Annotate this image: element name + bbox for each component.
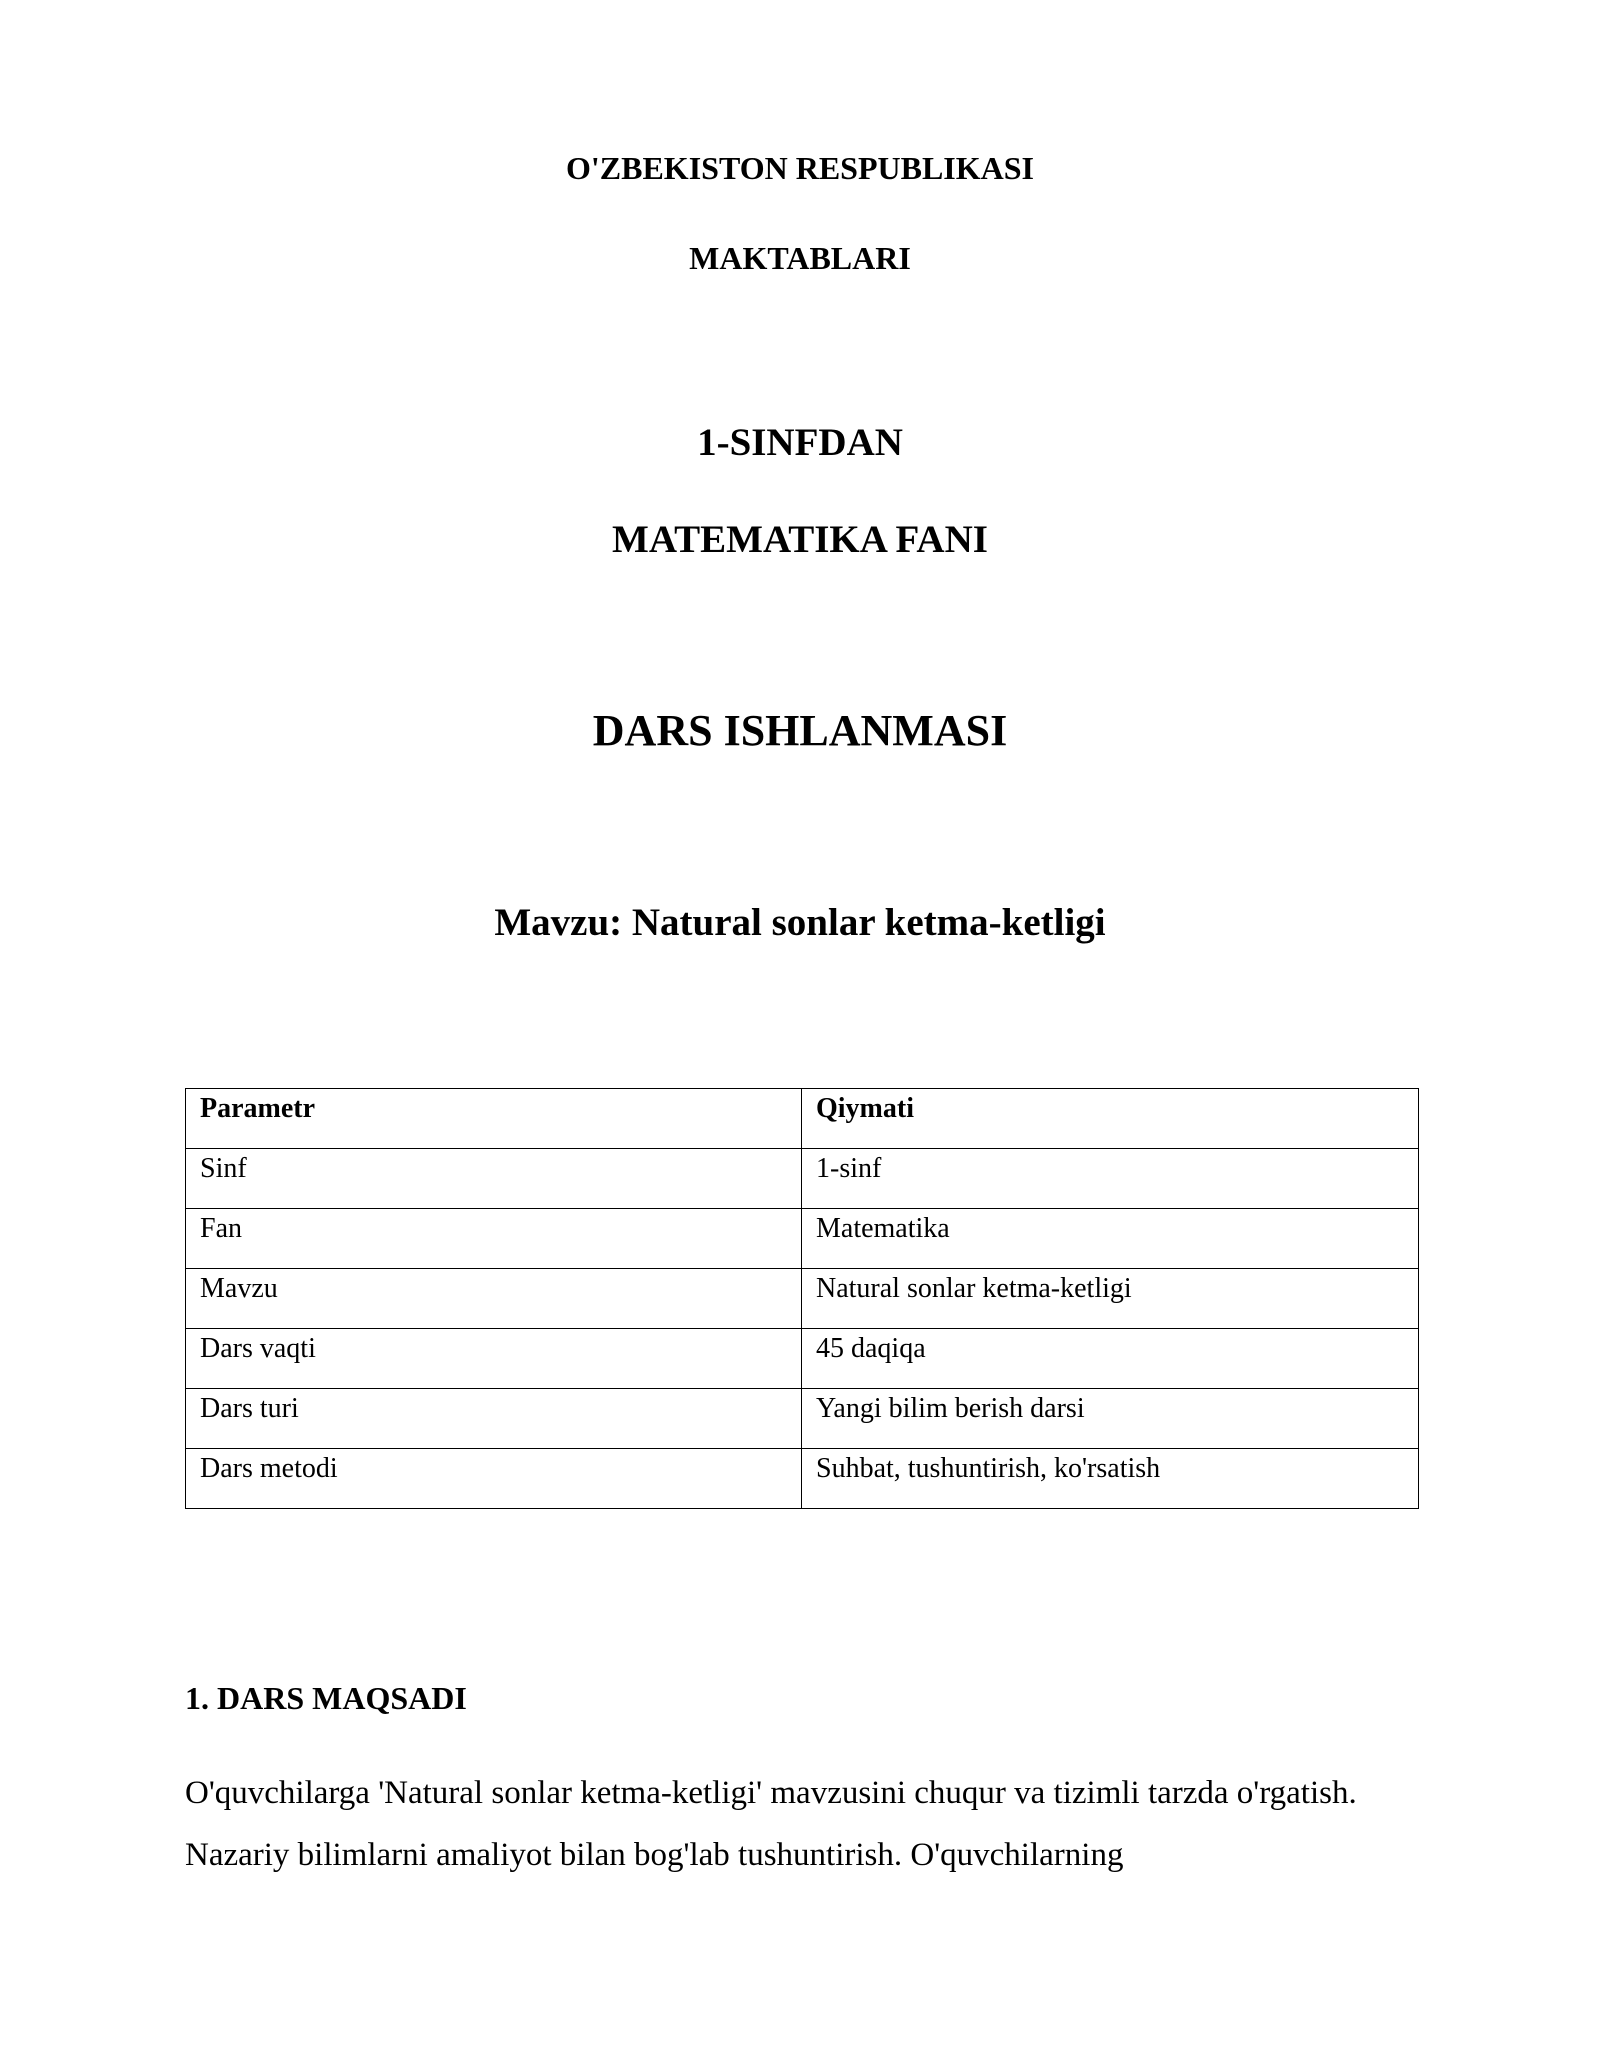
grade-title: 1-SINFDAN bbox=[697, 421, 903, 464]
table-header-row bbox=[186, 1089, 1419, 1149]
table-cell-value: Matematika bbox=[802, 1209, 1419, 1269]
document-title: DARS ISHLANMASI bbox=[592, 706, 1008, 755]
table-header-cell: Qiymati bbox=[802, 1089, 1419, 1149]
org-title-line-2: MAKTABLARI bbox=[689, 240, 911, 276]
lesson-info-table bbox=[185, 1088, 1419, 1509]
table-row bbox=[186, 1329, 1419, 1389]
table-cell-parameter: Mavzu bbox=[186, 1269, 802, 1329]
section-heading-lesson-goal: 1. DARS MAQSADI bbox=[185, 1680, 467, 1716]
org-title-line-1: O'ZBEKISTON RESPUBLIKASI bbox=[565, 150, 1034, 186]
table-cell-value: 45 daqiqa bbox=[802, 1329, 1419, 1389]
table-cell-value: Yangi bilim berish darsi bbox=[802, 1389, 1419, 1449]
table-row bbox=[186, 1209, 1419, 1269]
section-body-lesson-goal: O'quvchilarga 'Natural sonlar ketma-ketligi' mavzusini chuqur va tizimli tarzda o'rgatish. Nazariy bilimlarni amaliyot bilan bog'lab tushuntirish. O'quvchilarning bbox=[185, 1775, 1357, 1873]
topic-title: Mavzu: Natural sonlar ketma-ketligi bbox=[494, 901, 1106, 944]
table-cell-parameter: Dars metodi bbox=[186, 1449, 802, 1509]
table-cell-parameter: Fan bbox=[186, 1209, 802, 1269]
table-row bbox=[186, 1449, 1419, 1509]
subject-title: MATEMATIKA FANI bbox=[612, 518, 988, 561]
table-cell-parameter: Dars turi bbox=[186, 1389, 802, 1449]
table-cell-parameter: Dars vaqti bbox=[186, 1329, 802, 1389]
table-cell-parameter: Sinf bbox=[186, 1149, 802, 1209]
table-cell-value: Suhbat, tushuntirish, ko'rsatish bbox=[802, 1449, 1419, 1509]
table-row bbox=[186, 1269, 1419, 1329]
table-cell-value: 1-sinf bbox=[802, 1149, 1419, 1209]
table-row bbox=[186, 1149, 1419, 1209]
table-cell-value: Natural sonlar ketma-ketligi bbox=[802, 1269, 1419, 1329]
table-header-cell: Parametr bbox=[186, 1089, 802, 1149]
table-row bbox=[186, 1389, 1419, 1449]
